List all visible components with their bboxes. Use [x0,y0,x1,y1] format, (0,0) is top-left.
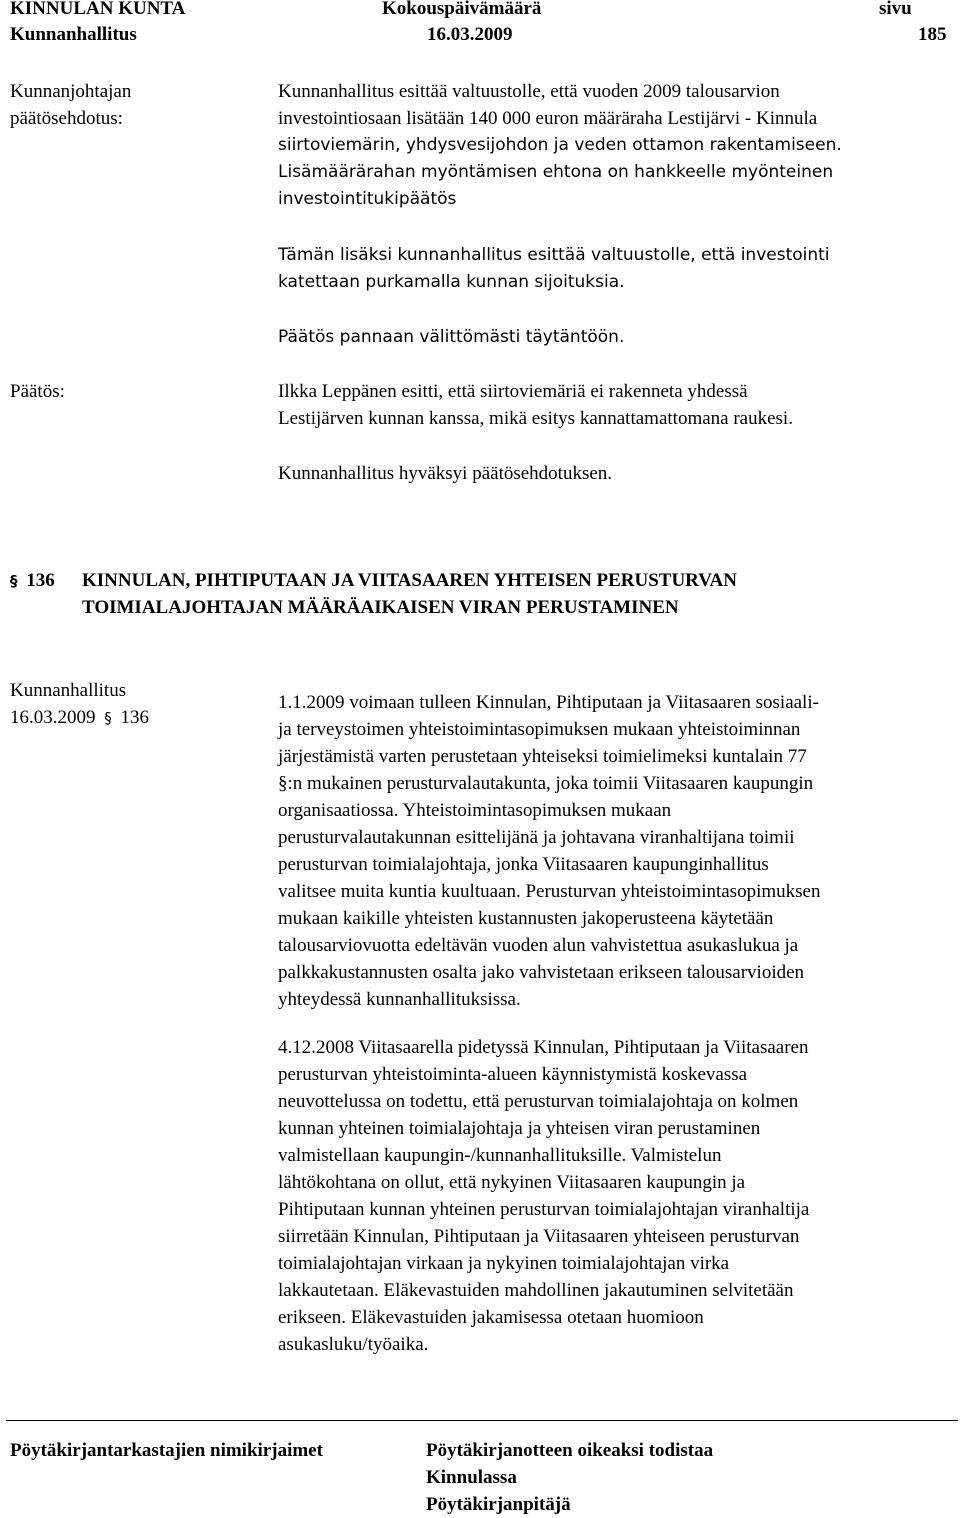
proposal-paragraph-3: Päätös pannaan välittömästi täytäntöön. [278,327,625,347]
header-body: Kunnanhallitus [10,24,137,45]
header-page-number: 185 [918,24,947,45]
reference-number: 136 [120,707,149,728]
reference-date: 16.03.2009 [10,707,96,728]
section-heading [10,567,55,595]
header-org: KINNULAN KUNTA [10,0,186,19]
proposal-label: Kunnanjohtajan päätösehdotus: [10,81,132,129]
header-date-label: Kokouspäivämäärä [382,0,542,19]
body-paragraph-1: 1.1.2009 voimaan tulleen Kinnulan, Pihtiputaan ja Viitasaaren sosiaali- ja terveystoimen yhteistoimintasopimuksen mukaan yhteistoiminnan järjestämistä varten perustetaan yhteiseksi toimielimeksi kuntalain 77 §:n mukainen perusturvalautakunta, joka toimii Viitasaaren kaupungin organisaatiossa. Yhteistoimintasopimuksen mukaan perusturvalautakunnan esittelijänä ja johtavana viranhaltijana toimii perusturvan toimialajohtaja, jonka Viitasaaren kaupunginhallitus valitsee muita kuntia kuultuaan. Perusturvan yhteistoimintasopimuksen mukaan kaikille yhteisten kustannusten jakoperusteena käytetään talousarviovuotta edeltävän vuoden alun vahvistettua asukaslukua ja palkkakustannusten osalta jako vahvistetaan erikseen talousarvioiden yhteydessä kunnanhallituksissa. [278,692,821,1010]
header-page-label: sivu [879,0,912,19]
section-symbol: § [10,572,18,590]
footer-left: Pöytäkirjantarkastajien nimikirjaimet [10,1440,323,1461]
header-date: 16.03.2009 [427,24,513,45]
decision-paragraph-1: Ilkka Leppänen esitti, että siirtoviemäriä ei rakenneta yhdessä Lestijärven kunnan kanssa, mikä esitys kannattamattomana raukesi. [278,381,793,429]
reference-symbol: § [104,709,112,727]
section-title: KINNULAN, PIHTIPUTAAN JA VIITASAAREN YHTEISEN PERUSTURVAN TOIMIALAJOHTAJAN MÄÄRÄAIKAISEN VIRAN PERUSTAMINEN [82,570,737,618]
proposal-paragraph-2: Tämän lisäksi kunnanhallitus esittää valtuustolle, että investointi katettaan purkamalla kunnan sijoituksia. [278,245,830,292]
decision-label: Päätös: [10,381,65,402]
decision-paragraph-2: Kunnanhallitus hyväksyi päätösehdotuksen. [278,463,613,484]
proposal-paragraph-1: Kunnanhallitus esittää valtuustolle, että vuoden 2009 talousarvion investointiosaan lisätään 140 000 euron määräraha Lestijärvi - Kinnula siirtoviemärin, yhdysvesijohdon ja veden ottamon rakentamiseen. Lisämäärärahan myöntämisen ehtona on hankkeelle myönteinen investointitukipäätös [278,81,842,209]
section-number: 136 [26,570,55,591]
reference: Kunnanhallitus 16.03.2009 § 136 [10,680,149,728]
body-paragraph-2: 4.12.2008 Viitasaarella pidetyssä Kinnulan, Pihtiputaan ja Viitasaaren perusturvan yhteistoiminta-alueen käynnistymistä koskevassa neuvottelussa on todettu, että perusturvan toimialajohtaja on kolmen kunnan yhteinen toimialajohtaja ja yhteisen viran perustaminen valmistellaan kaupungin-/kunnanhallituksille. Valmistelun lähtökohtana on ollut, että nykyinen Viitasaaren kaupungin ja Pihtiputaan kunnan yhteinen perusturvan toimialajohtajan viranhaltija siirretään Kinnulan, Pihtiputaan ja Viitasaaren yhteiseen perusturvan toimialajohtajan virkaan ja nykyinen toimialajohtajan virka lakkautetaan. Eläkevastuiden mahdollinen jakautuminen selvitetään erikseen. Eläkevastuiden jakamisessa otetaan huomioon asukasluku/työaika. [278,1037,810,1355]
footer-divider [6,1420,958,1421]
footer-right: Pöytäkirjanotteen oikeaksi todistaa Kinnulassa Pöytäkirjanpitäjä [426,1440,714,1515]
